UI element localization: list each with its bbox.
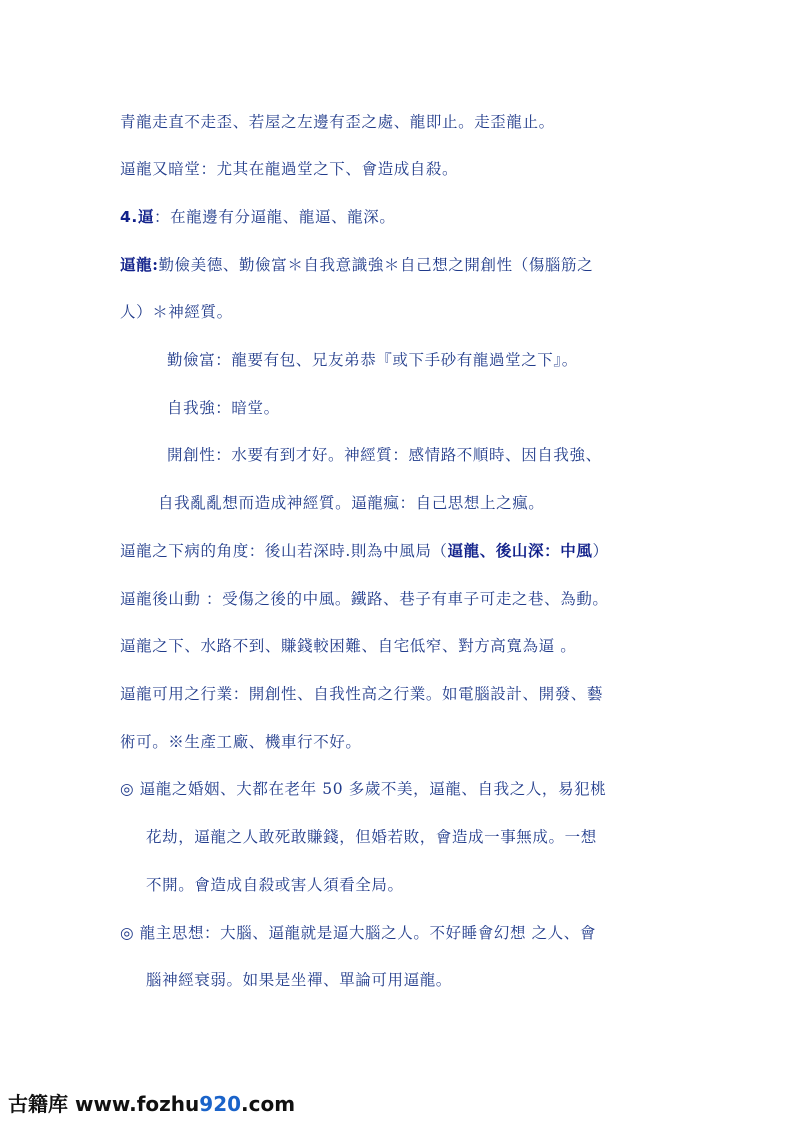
text-line: ◎ 龍主思想：大腦、逼龍就是逼大腦之人。不好睡會幻想 之人、會 bbox=[120, 924, 596, 942]
text-line: 術可。※生產工廠、機車行不好。 bbox=[120, 733, 362, 751]
text-line: 自我亂亂想而造成神經質。逼龍瘋：自己思想上之瘋。 bbox=[158, 494, 545, 512]
line-tail: ） bbox=[592, 542, 609, 560]
text-line: 勤儉富：龍要有包、兄友弟恭『或下手砂有龍過堂之下』。 bbox=[167, 351, 578, 369]
text-line bbox=[120, 539, 680, 563]
bold-term: 逼龍: bbox=[120, 255, 159, 274]
text-line bbox=[120, 253, 680, 277]
text-line: 腦神經衰弱。如果是坐禪、單論可用逼龍。 bbox=[146, 971, 452, 989]
line-text: 勤儉美德、勤儉富＊自我意識強＊自己想之開創性（傷腦筋之 bbox=[158, 256, 594, 274]
text-line: 人）＊神經質。 bbox=[120, 303, 233, 321]
watermark-suffix: .com bbox=[241, 1092, 296, 1116]
text-line: ◎ 逼龍之婚姻、大都在老年 50 多歲不美，逼龍、自我之人，易犯桃 bbox=[120, 780, 607, 798]
watermark-accent: 920 bbox=[199, 1092, 242, 1116]
text-line: 開創性：水要有到才好。神經質：感情路不順時、因自我強、 bbox=[167, 446, 602, 464]
text-line bbox=[120, 205, 680, 229]
text-line: 逼龍後山動 ：受傷之後的中風。鐵路、巷子有車子可走之巷、為動。 bbox=[120, 590, 609, 608]
text-line: 逼龍又暗堂：尤其在龍過堂之下、會造成自殺。 bbox=[120, 160, 459, 178]
text-line: 不開。會造成自殺或害人須看全局。 bbox=[146, 876, 404, 894]
line-text: 逼龍之下病的角度：後山若深時.則為中風局（ bbox=[120, 542, 448, 560]
site-watermark bbox=[8, 1088, 295, 1117]
bold-term: 4.逼 bbox=[120, 208, 154, 226]
text-line: 逼龍之下、水路不到、賺錢較困難、自宅低窄、對方高寬為逼 。 bbox=[120, 637, 577, 655]
line-text: ：在龍邊有分逼龍、龍逼、龍深。 bbox=[153, 208, 396, 226]
text-line: 逼龍可用之行業：開創性、自我性高之行業。如電腦設計、開發、藝 bbox=[120, 685, 604, 703]
watermark-prefix: 古籍库 www.fozhu bbox=[8, 1092, 200, 1116]
text-line: 花劫，逼龍之人敢死敢賺錢，但婚若敗，會造成一事無成。一想 bbox=[146, 828, 597, 846]
bold-term: 逼龍、後山深：中風 bbox=[447, 541, 593, 560]
text-line: 自我強：暗堂。 bbox=[167, 399, 280, 417]
text-line: 青龍走直不走歪、若屋之左邊有歪之處、龍即止。走歪龍止。 bbox=[120, 113, 555, 131]
